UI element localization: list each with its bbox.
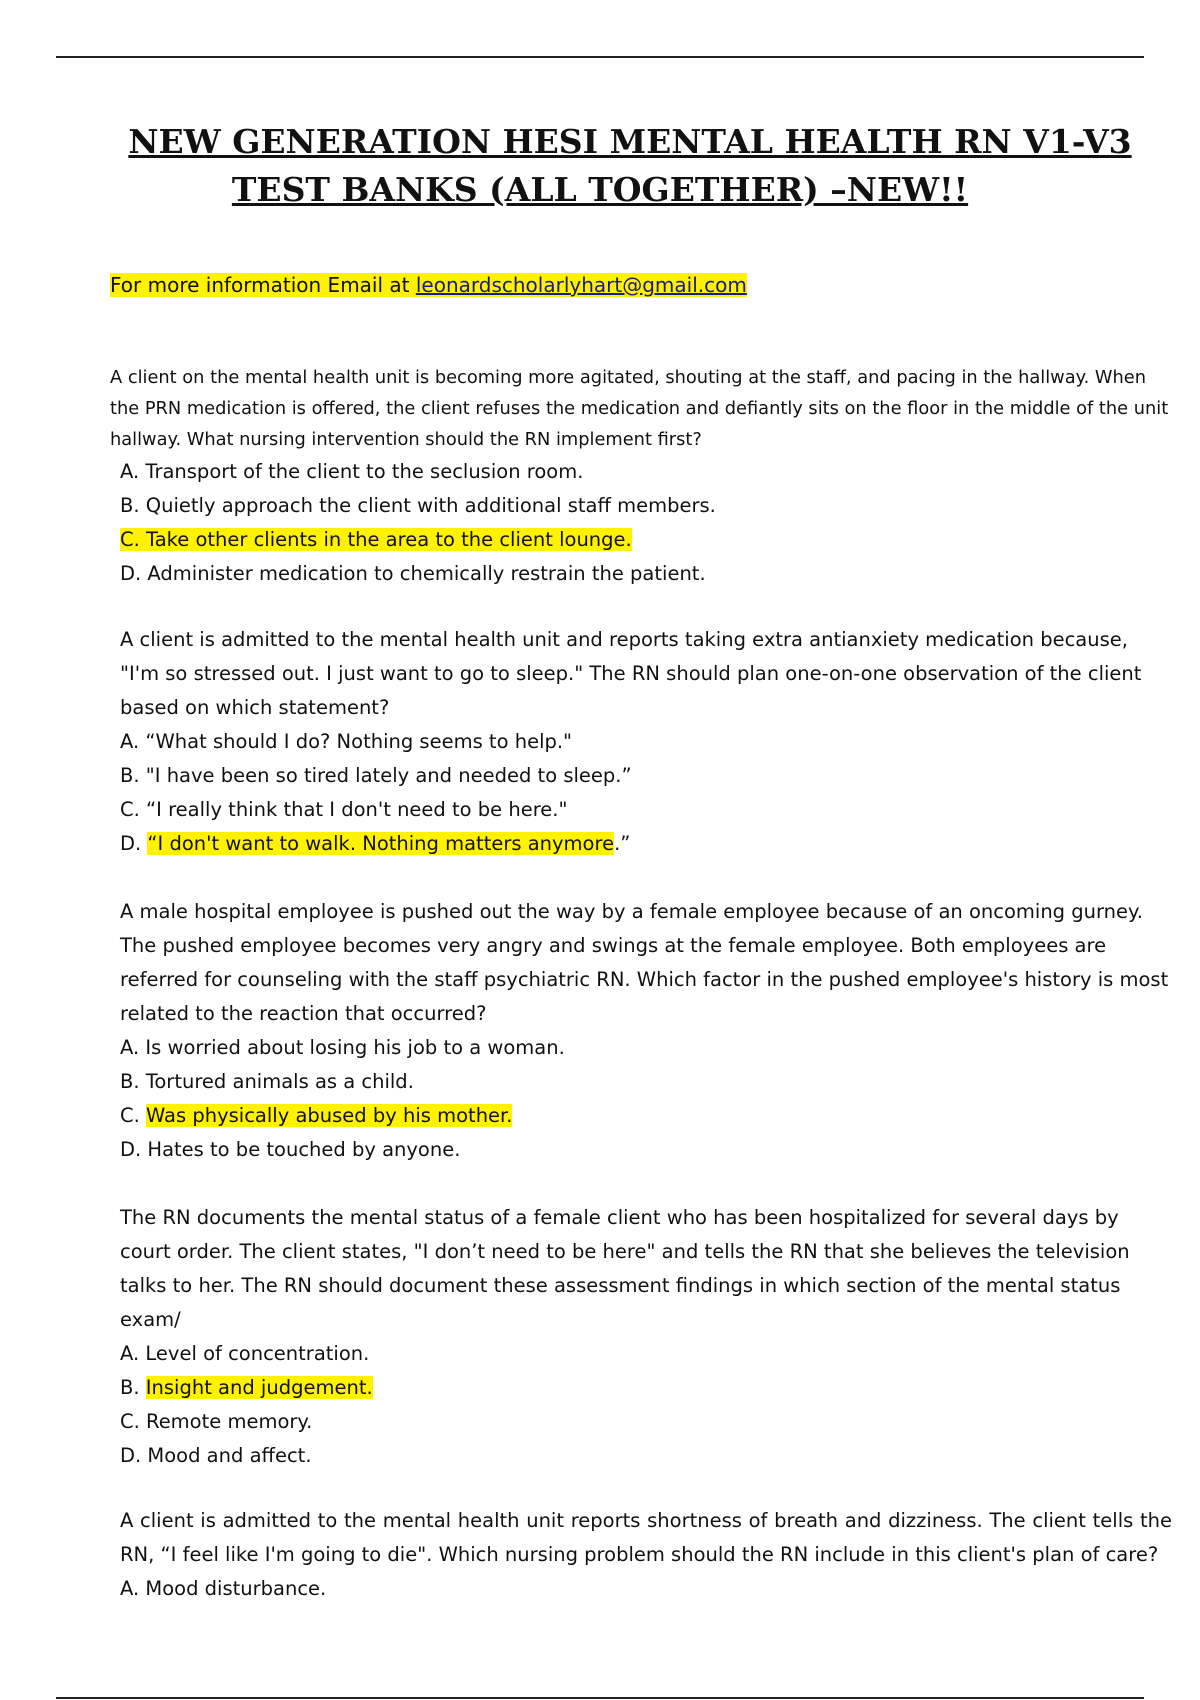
option-a: A. Mood disturbance. <box>120 1577 327 1600</box>
answer-options <box>120 725 1172 861</box>
option-a: A. Transport of the client to the seclusion room. <box>120 460 584 483</box>
question-stem: The RN documents the mental status of a female client who has been hospitalized for several days by court order. The client states, "I don’t need to be here" and tells the RN that she believes the television talks to her. The RN should document these assessment findings in which section of the mental status exam/ <box>120 1206 1130 1331</box>
question-stem: A client on the mental health unit is becoming more agitated, shouting at the staff, and pacing in the hallway. When the PRN medication is offered, the client refuses the medication and defiantly sits on the floor in the middle of the unit hallway. What nursing intervention should the RN implement first? <box>110 367 1169 450</box>
option-c-correct: C. Was physically abused by his mother. <box>120 1104 513 1127</box>
option-c: C. Remote memory. <box>120 1410 313 1433</box>
option-a: A. Is worried about losing his job to a woman. <box>120 1036 565 1059</box>
option-b: B. Quietly approach the client with additional staff members. <box>120 494 716 517</box>
question-4 <box>120 1201 1172 1473</box>
option-d: D. Administer medication to chemically restrain the patient. <box>120 562 706 585</box>
question-stem: A client is admitted to the mental health unit reports shortness of breath and dizziness. The client tells the RN, “I feel like I'm going to die". Which nursing problem should the RN include in this client's plan of care? <box>120 1509 1172 1566</box>
option-a: A. Level of concentration. <box>120 1342 370 1365</box>
question-1 <box>110 362 1172 591</box>
option-d: D. Hates to be touched by anyone. <box>120 1138 461 1161</box>
answer-options <box>120 1572 1172 1606</box>
answer-options <box>120 1031 1172 1167</box>
question-stem: A client is admitted to the mental health unit and reports taking extra antianxiety medication because, "I'm so stressed out. I just want to go to sleep." The RN should plan one-on-one observation of the client based on which statement? <box>120 628 1142 719</box>
question-2 <box>120 623 1172 861</box>
top-rule <box>56 56 1144 58</box>
title-line-1: NEW GENERATION HESI MENTAL HEALTH RN V1-V3 <box>128 122 1132 161</box>
contact-prefix: For more information Email at <box>110 273 416 297</box>
question-3 <box>120 895 1172 1167</box>
option-d-correct: D. “I don't want to walk. Nothing matters anymore.” <box>120 832 631 855</box>
option-b-correct: B. Insight and judgement. <box>120 1376 373 1399</box>
answer-options <box>120 455 1172 591</box>
option-d: D. Mood and affect. <box>120 1444 312 1467</box>
option-c: C. “I really think that I don't need to be here." <box>120 798 568 821</box>
option-b: B. Tortured animals as a child. <box>120 1070 414 1093</box>
contact-line <box>110 270 747 300</box>
option-b: B. "I have been so tired lately and needed to sleep.” <box>120 764 632 787</box>
answer-options <box>120 1337 1172 1473</box>
page-title <box>0 118 1200 214</box>
option-a: A. “What should I do? Nothing seems to help." <box>120 730 573 753</box>
option-c-correct: C. Take other clients in the area to the client lounge. <box>120 528 632 551</box>
bottom-rule <box>56 1697 1144 1699</box>
contact-email-link[interactable]: leonardscholarlyhart@gmail.com <box>415 273 747 297</box>
question-stem: A male hospital employee is pushed out the way by a female employee because of an oncoming gurney. The pushed employee becomes very angry and swings at the female employee. Both employees are referred for counseling with the staff psychiatric RN. Which factor in the pushed employee's history is most related to the reaction that occurred? <box>120 900 1169 1025</box>
title-line-2: TEST BANKS (ALL TOGETHER) –NEW!! <box>231 170 969 209</box>
question-5 <box>120 1504 1172 1606</box>
